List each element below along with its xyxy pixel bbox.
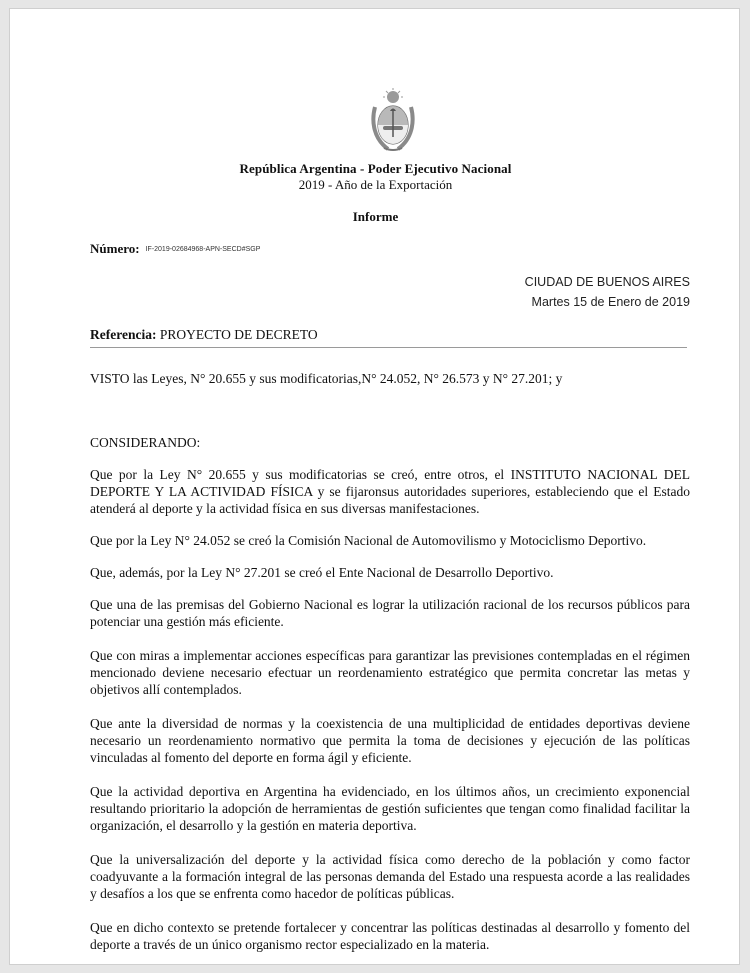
reference-value: PROYECTO DE DECRETO	[159, 327, 318, 342]
paragraph: Que por la Ley N° 24.052 se creó la Comisión Nacional de Automovilismo y Motociclismo Deportivo.	[90, 533, 647, 548]
document-number-label: Número:	[90, 241, 140, 256]
paragraph: Que en dicho contexto se pretende fortalecer y concentrar las políticas destinadas al desarrollo y fomento del deporte a través de un único organismo rector especializado en la materia.	[90, 920, 690, 952]
considerando-heading: CONSIDERANDO:	[90, 435, 201, 450]
paragraph: Que con miras a implementar acciones específicas para garantizar las previsiones contempladas en el régimen mencionado deviene necesario efectuar un reordenamiento estratégico que permita concretar las metas y objetivos allí contemplados.	[90, 648, 690, 697]
reference-label: Referencia:	[90, 327, 157, 342]
divider	[90, 347, 687, 348]
reference	[90, 327, 318, 343]
paragraph: Que la actividad deportiva en Argentina ha evidenciado, en los últimos años, un crecimiento exponencial resultando prioritario la adopción de herramientas de gestión suficientes que tengan como finalidad facilitar la organización, el desarrollo y la gestión en materia deportiva.	[90, 784, 690, 833]
location-date	[525, 272, 690, 312]
date: Martes 15 de Enero de 2019	[531, 295, 690, 309]
document-body	[90, 365, 690, 953]
header-year-motto: 2019 - Año de la Exportación	[298, 177, 453, 192]
document-number	[90, 241, 260, 257]
paragraph: Que una de las premisas del Gobierno Nacional es lograr la utilización racional de los recursos públicos para potenciar una gestión más eficiente.	[90, 597, 690, 629]
paragraph: Que la universalización del deporte y la actividad física como derecho de la población y como factor coadyuvante a la formación integral de las personas demanda del Estado una respuesta acorde a las realidades y desafíos a los que se enfrenta como hacedor de políticas públicas.	[90, 852, 690, 901]
header-title: República Argentina - Poder Ejecutivo Nacional	[239, 161, 512, 176]
city: CIUDAD DE BUENOS AIRES	[524, 275, 690, 289]
national-coat-of-arms-icon	[370, 87, 416, 153]
visto-paragraph: VISTO las Leyes, N° 20.655 y sus modificatorias,N° 24.052, N° 26.573 y N° 27.201; y	[90, 371, 563, 386]
document-type: Informe	[352, 209, 399, 224]
paragraph: Que ante la diversidad de normas y la coexistencia de una multiplicidad de entidades deportivas deviene necesario un reordenamiento normativo que permita la toma de decisiones y ejecución de las políticas vinculadas al fomento del deporte en forma ágil y eficiente.	[90, 716, 690, 765]
document-page	[9, 8, 740, 965]
document-number-value: IF-2019-02684968-APN-SECD#SGP	[145, 246, 261, 253]
paragraph: Que, además, por la Ley N° 27.201 se creó el Ente Nacional de Desarrollo Deportivo.	[90, 565, 554, 580]
paragraph: Que por la Ley N° 20.655 y sus modificatorias se creó, entre otros, el INSTITUTO NACIONAL DEL DEPORTE Y LA ACTIVIDAD FÍSICA y se fijaronsus autoridades superiores, estableciendo que el Estado atenderá al deporte y la actividad física en sus diversas manifestaciones.	[90, 467, 690, 516]
